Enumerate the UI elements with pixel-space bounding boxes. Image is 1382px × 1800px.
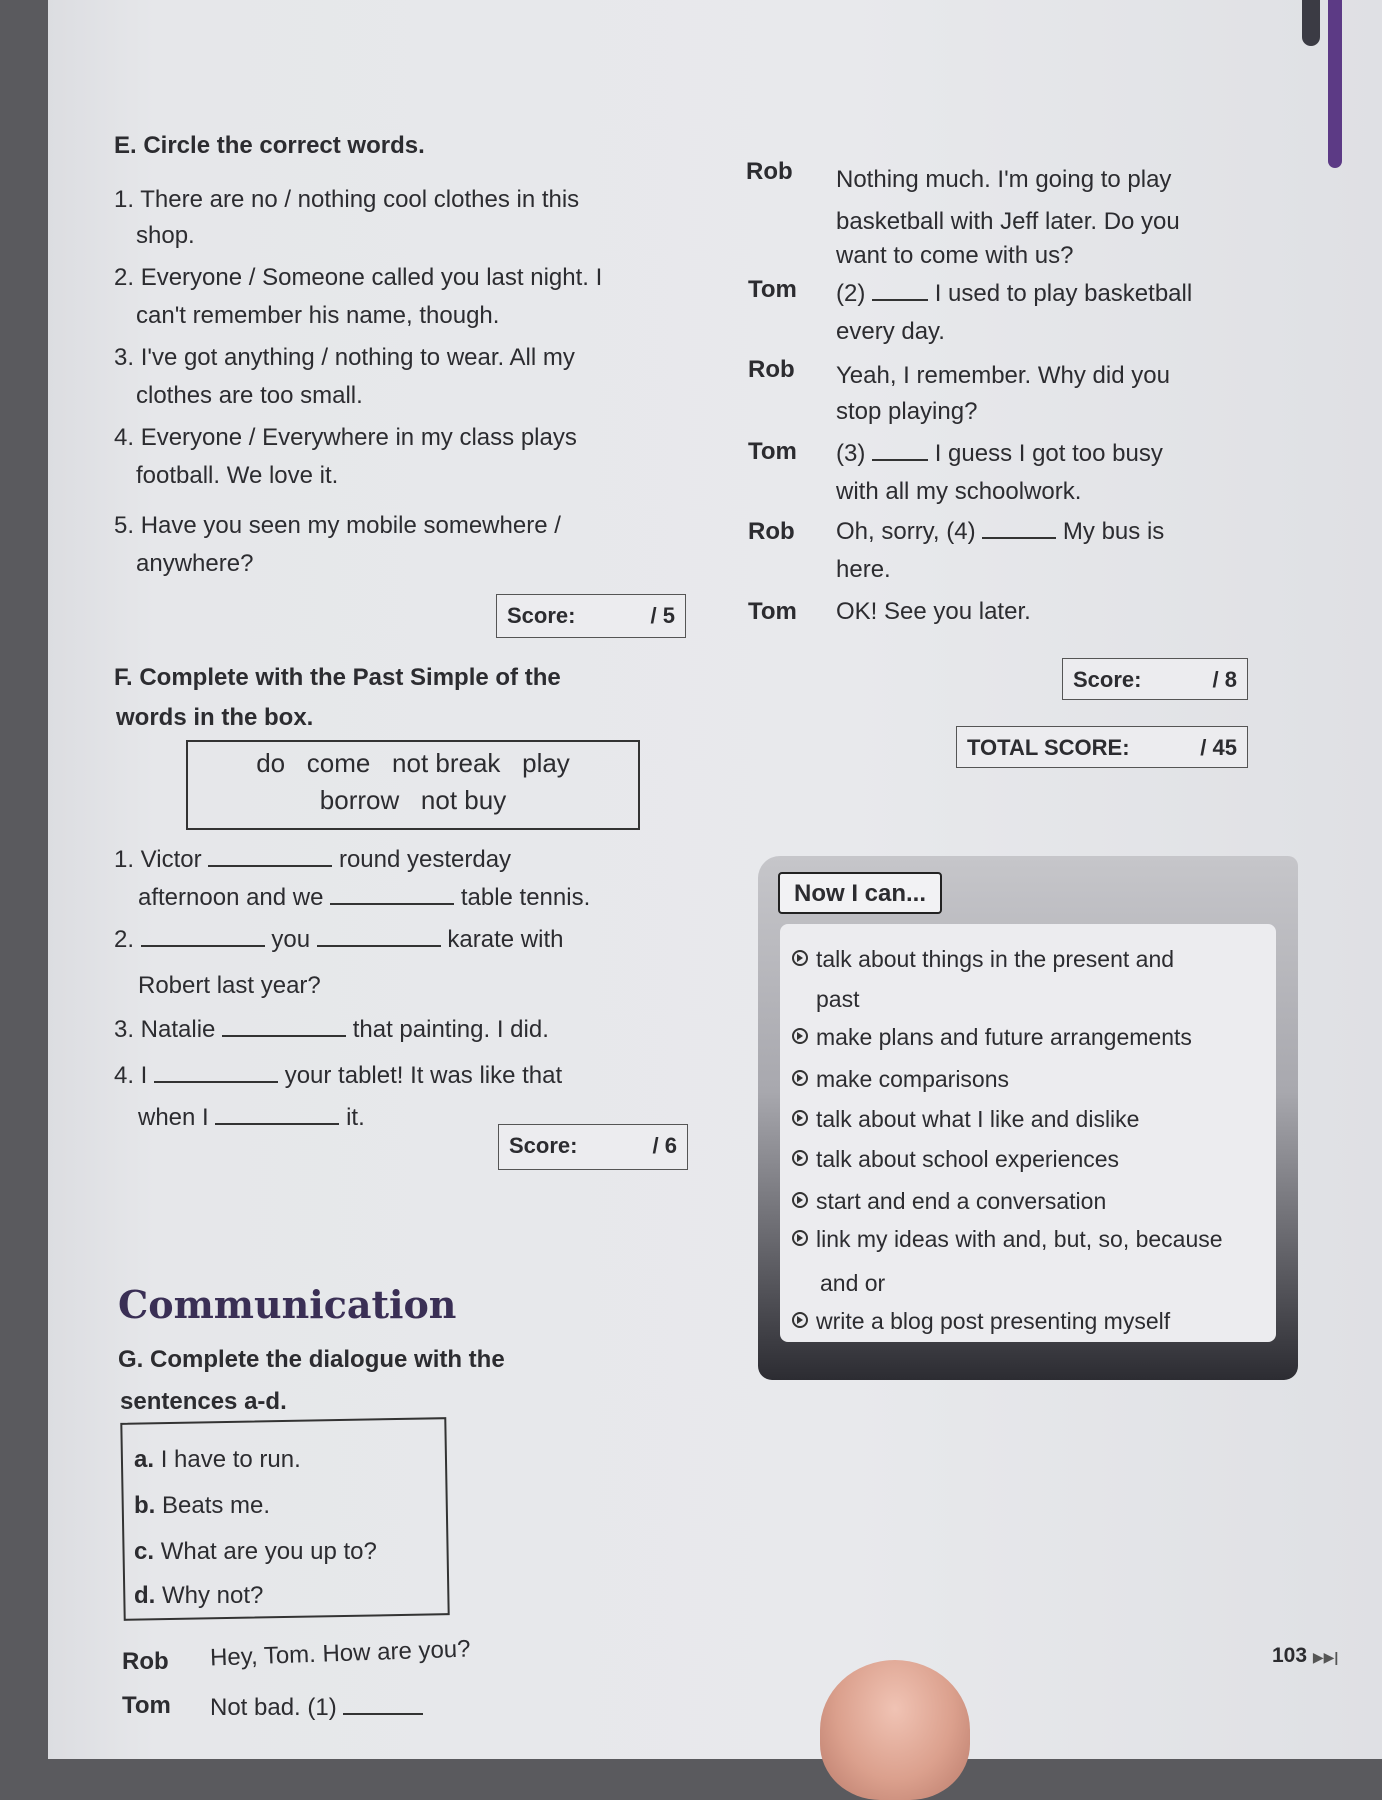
f-item-4: 4. I your tablet! It was like that [114,1062,563,1089]
play-bullet-icon [792,1230,808,1246]
e-item-2: 2. Everyone / Someone called you last night. I [114,264,603,291]
section-f-score [498,1124,688,1170]
dialogue-line: every day. [836,318,945,345]
section-g-title: G. Complete the dialogue with the [118,1346,505,1373]
score-label: Score: [509,1133,578,1158]
now-i-can-heading: Now I can... [778,872,942,914]
e-item-4-cont: football. We love it. [136,462,339,489]
score-label: Score: [507,603,576,628]
speaker-rob: Rob [746,158,793,185]
play-bullet-icon [792,1110,808,1126]
sentence-option: c. What are you up to? [134,1538,377,1565]
dialogue-line: here. [836,556,891,583]
e-item-3: 3. I've got anything / nothing to wear. All my [114,344,575,371]
speaker-tom: Tom [748,438,797,465]
score-value: / 5 [650,603,675,628]
f-item-4-cont: when I it. [138,1104,365,1131]
e-item-1-cont: shop. [136,222,195,249]
speaker-tom: Tom [748,276,797,303]
word-box [186,740,640,830]
score-value: / 8 [1212,667,1237,692]
speaker-rob: Rob [122,1648,169,1675]
answer-blank[interactable] [215,1123,339,1125]
speaker-tom: Tom [748,598,797,625]
can-do-item: start and end a conversation [792,1188,1106,1215]
dialogue-line: stop playing? [836,398,978,425]
e-item-2-cont: can't remember his name, though. [136,302,500,329]
dialogue-line: Yeah, I remember. Why did you [836,362,1170,389]
play-bullet-icon [792,950,808,966]
answer-blank[interactable] [222,1035,346,1037]
next-page-icon: ▶▶| [1312,1649,1339,1665]
dialogue-line: with all my schoolwork. [836,478,1082,505]
f-item-1: 1. Victor round yesterday [114,846,512,873]
e-item-5-cont: anywhere? [136,550,254,577]
can-do-item-cont: past [816,986,860,1012]
word-box-line: do come not break play [256,748,570,778]
speaker-tom: Tom [122,1692,171,1719]
answer-blank[interactable] [330,903,454,905]
play-bullet-icon [792,1192,808,1208]
f-item-1-cont: afternoon and we table tennis. [138,884,591,911]
e-item-1: 1. There are no / nothing cool clothes in this [114,186,580,213]
score-value: / 6 [652,1133,677,1158]
can-do-item: talk about school experiences [792,1146,1119,1173]
page-tab-dark [1302,0,1320,46]
speaker-rob: Rob [748,356,795,383]
f-item-2-cont: Robert last year? [138,972,321,999]
total-score [956,726,1248,768]
section-e-title: E. Circle the correct words. [114,132,425,159]
play-bullet-icon [792,1070,808,1086]
can-do-item: talk about what I like and dislike [792,1106,1139,1133]
play-bullet-icon [792,1312,808,1328]
answer-blank-3[interactable] [872,459,928,461]
dialogue-line-2: (2) I used to play basketball [836,280,1193,307]
dialogue-line-3: (3) I guess I got too busy [836,440,1163,467]
answer-blank[interactable] [141,945,265,947]
answer-blank[interactable] [154,1081,278,1083]
e-item-3-cont: clothes are too small. [136,382,363,409]
can-do-item: talk about things in the present and [792,946,1174,973]
speaker-rob: Rob [748,518,795,545]
section-g-title-cont: sentences a-d. [120,1388,287,1415]
page-number: 103 ▶▶| [1272,1644,1339,1667]
answer-blank[interactable] [208,865,332,867]
play-bullet-icon [792,1150,808,1166]
dialogue-line: want to come with us? [836,242,1074,269]
can-do-item: make comparisons [792,1066,1009,1093]
communication-heading: Communication [118,1282,457,1327]
sentence-option: d. Why not? [134,1582,264,1609]
dialogue-line-4: Oh, sorry, (4) My bus is [836,518,1165,545]
section-f-title-cont: words in the box. [116,704,314,731]
thumb [820,1660,970,1800]
f-item-3: 3. Natalie that painting. I did. [114,1016,549,1043]
can-do-item-cont: and or [820,1270,886,1296]
dialogue-line: Nothing much. I'm going to play [836,166,1172,193]
dialogue-line: OK! See you later. [836,598,1031,625]
f-item-2: 2. you karate with [114,926,564,953]
section-e-score [496,594,686,638]
sentence-option: a. I have to run. [134,1446,301,1473]
e-item-5: 5. Have you seen my mobile somewhere / [114,512,561,539]
score-label: Score: [1073,667,1142,692]
dialogue-line-1: Not bad. (1) [210,1694,423,1722]
total-score-value: / 45 [1200,735,1237,760]
can-do-item: write a blog post presenting myself [792,1308,1170,1335]
word-box-line: borrow not buy [319,785,507,815]
answer-blank[interactable] [317,945,441,947]
answer-blank-1[interactable] [343,1713,423,1715]
page-tab-purple [1328,0,1342,168]
sentence-option: b. Beats me. [134,1492,271,1519]
dialogue-line: basketball with Jeff later. Do you [836,208,1180,235]
dialogue-line: Hey, Tom. How are you? [209,1635,471,1672]
answer-blank-4[interactable] [982,537,1056,539]
total-score-label: TOTAL SCORE: [967,735,1130,760]
section-g-score [1062,658,1248,700]
e-item-4: 4. Everyone / Everywhere in my class plays [114,424,577,451]
can-do-item: link my ideas with and, but, so, because [792,1226,1223,1253]
answer-blank-2[interactable] [872,299,928,301]
can-do-item: make plans and future arrangements [792,1024,1192,1051]
section-f-title: F. Complete with the Past Simple of the [114,664,561,691]
play-bullet-icon [792,1028,808,1044]
